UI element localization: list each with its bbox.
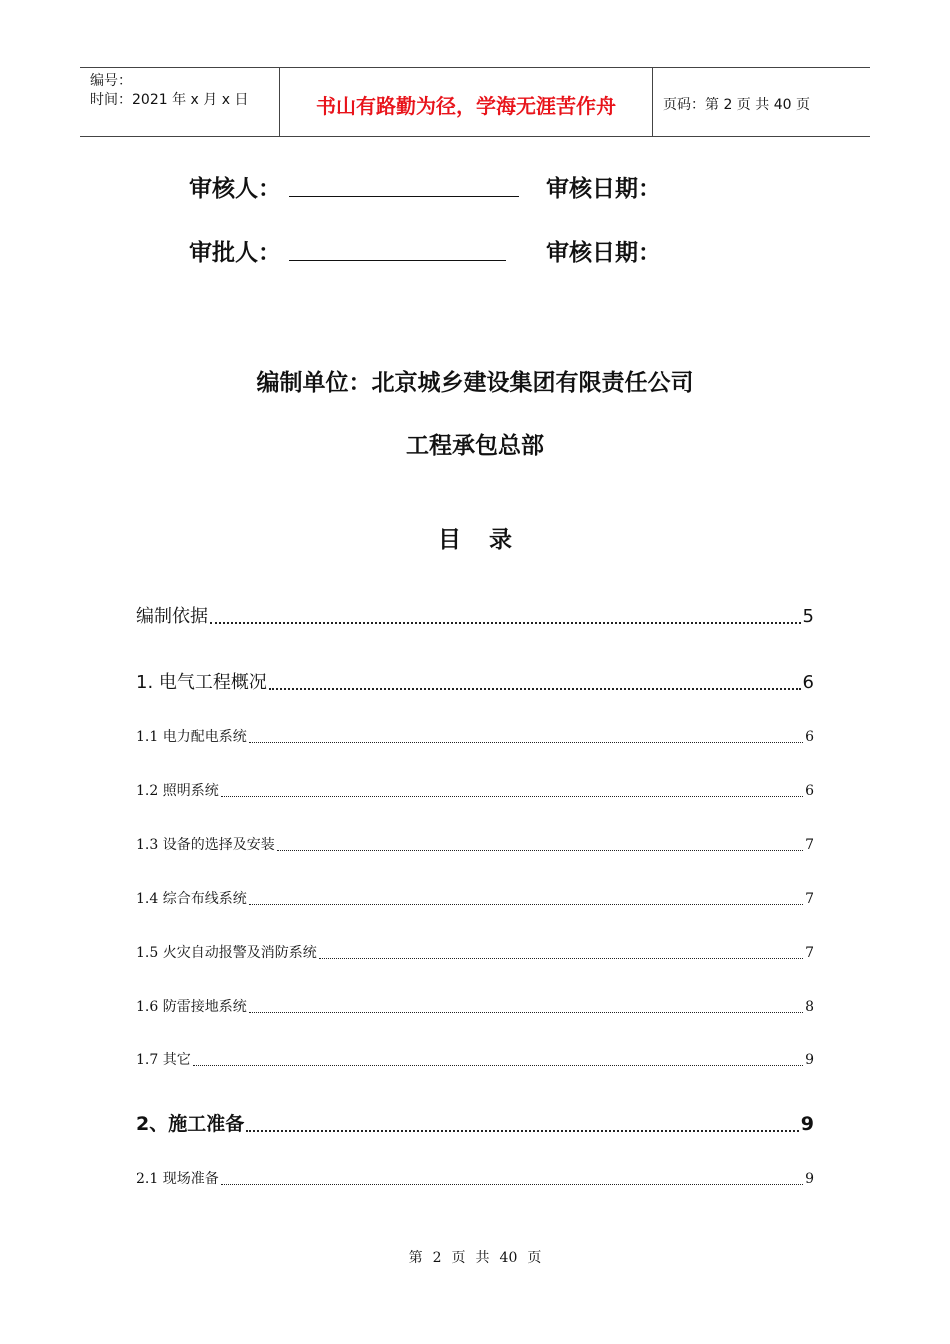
toc-entry[interactable] (136, 602, 814, 628)
reviewer-signature-line (289, 196, 519, 197)
review-date-label: 审核日期： (546, 176, 661, 202)
footer-total-pages: 40 (499, 1250, 518, 1266)
toc-entry-page: 6 (802, 672, 814, 693)
header-page-number: 页码：第 2 页 共 40 页 (663, 97, 810, 113)
toc-entry-label: 1.7 其它 (136, 1052, 191, 1068)
document-number-label: 编号： (90, 73, 132, 89)
approver-label: 审批人： (189, 240, 281, 266)
toc-entry-page: 7 (805, 891, 814, 907)
toc-entry[interactable] (136, 668, 814, 694)
toc-entry[interactable] (136, 888, 814, 908)
toc-entry-label: 2.1 现场准备 (136, 1171, 219, 1187)
toc-entry[interactable] (136, 726, 814, 746)
footer-current-page: 2 (432, 1250, 442, 1266)
toc-entry[interactable] (136, 780, 814, 800)
toc-entry-page: 6 (805, 783, 814, 799)
footer-part: 共 (475, 1250, 490, 1266)
toc-entry[interactable] (136, 1049, 814, 1069)
toc-entry-label: 编制依据 (136, 606, 208, 627)
toc-entry[interactable] (136, 942, 814, 962)
approve-date-label: 审核日期： (546, 240, 661, 266)
toc-entry[interactable] (136, 996, 814, 1016)
toc-entry-page: 9 (805, 1052, 814, 1068)
toc-leader-dots (246, 1130, 799, 1132)
toc-leader-dots (221, 796, 803, 797)
toc-leader-dots (249, 1012, 803, 1013)
toc-entry-page: 9 (800, 1113, 814, 1135)
toc-title (0, 521, 950, 554)
toc-leader-dots (249, 742, 803, 743)
toc-entry-label: 2、施工准备 (136, 1113, 245, 1135)
approver-signature-line (289, 260, 506, 261)
toc-entry-page: 9 (805, 1171, 814, 1187)
toc-leader-dots (221, 1184, 803, 1185)
toc-entry[interactable] (136, 1168, 814, 1188)
compiling-unit: 编制单位：北京城乡建设集团有限责任公司 (256, 370, 694, 396)
toc-entry-label: 1.4 综合布线系统 (136, 891, 247, 907)
toc-leader-dots (210, 622, 801, 624)
page-footer (0, 1247, 950, 1267)
toc-leader-dots (277, 850, 803, 851)
toc-entry-page: 7 (805, 945, 814, 961)
toc-entry-label: 1.6 防雷接地系统 (136, 999, 247, 1015)
toc-leader-dots (319, 958, 803, 959)
toc-entry-page: 8 (805, 999, 814, 1015)
toc-leader-dots (269, 688, 801, 690)
footer-part: 第 (408, 1250, 423, 1266)
toc-entry-label: 1.5 火灾自动报警及消防系统 (136, 945, 317, 961)
toc-entry-label: 1. 电气工程概况 (136, 672, 267, 693)
toc-entry-page: 7 (805, 837, 814, 853)
header-meta (80, 68, 280, 136)
toc-entry-page: 6 (805, 729, 814, 745)
header-motto: 书山有路勤为径，学海无涯苦作舟 (280, 68, 653, 136)
toc-title-char: 录 (489, 527, 512, 553)
department-name: 工程承包总部 (406, 433, 544, 459)
toc-entry[interactable] (136, 834, 814, 854)
footer-part: 页 (527, 1250, 542, 1266)
toc-leader-dots (249, 904, 803, 905)
toc-entry-label: 1.1 电力配电系统 (136, 729, 247, 745)
toc-leader-dots (193, 1065, 803, 1066)
toc-title-char: 目 (438, 527, 461, 553)
toc-entry-page: 5 (802, 606, 814, 627)
toc-entry-label: 1.2 照明系统 (136, 783, 219, 799)
reviewer-label: 审核人： (189, 176, 281, 202)
toc-entry-label: 1.3 设备的选择及安装 (136, 837, 275, 853)
toc-entry[interactable] (136, 1109, 814, 1136)
footer-part: 页 (451, 1250, 466, 1266)
page-header (80, 67, 870, 137)
document-date: 时间：2021 年 x 月 x 日 (90, 92, 249, 108)
